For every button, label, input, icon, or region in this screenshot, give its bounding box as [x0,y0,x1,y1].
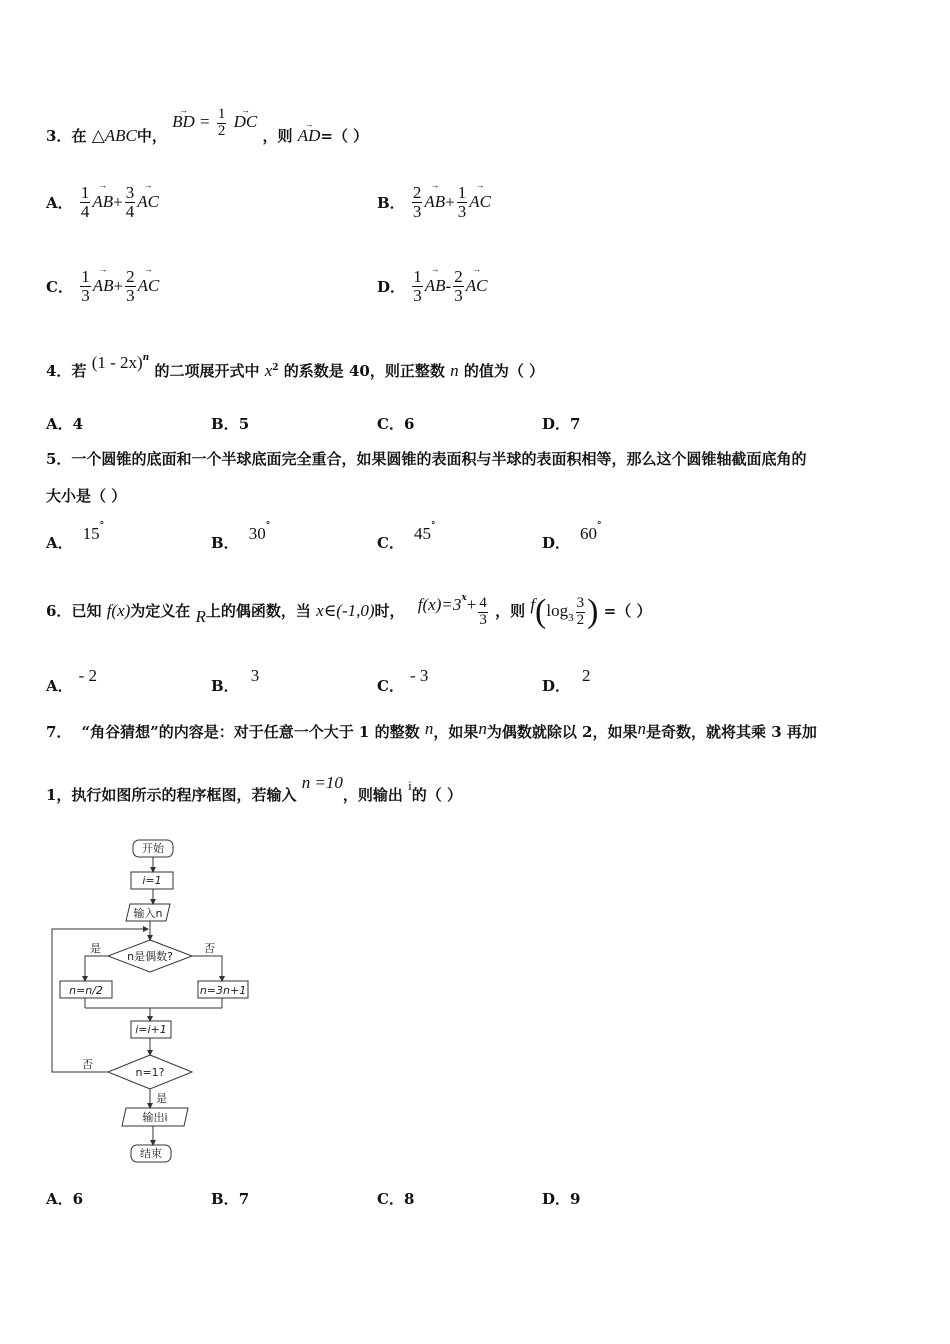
q6-formula: f(x)=3 [417,595,462,614]
q5-option-b[interactable]: B． 30° [211,521,271,552]
question-5-line-2: 大小是（ ） [46,487,127,505]
q5-option-d[interactable]: D． 60° [542,521,602,552]
flowchart-no-label: 否 [204,942,215,955]
flowchart-even-label: n=n/2 [69,984,103,997]
flowchart-end-label: 结束 [140,1147,162,1160]
flowchart-cond2-label: n=1? [135,1066,165,1079]
question-6: 6．已知 f(x)为定义在 R上的偶函数，当 x∈(-1,0)时， $f(x)=3^x+$ $\frac{4}{3}$ ，则 $f(\log_3$ $\frac{3}{2}$ ) =（ ） [46,593,652,630]
program-flowchart [40,832,260,1170]
q6-condition: x∈(-1,0) [316,601,375,620]
q3-option-c[interactable]: C． $\frac{1}{3}$ → AB+ $\frac{2}{3}$ → AC [46,268,159,305]
q7-option-b[interactable]: B．7 [211,1190,250,1208]
q3-option-a[interactable]: A． $\frac{1}{4}$ → AB+ $\frac{3}{4}$ → AC [46,184,159,221]
q3-option-d[interactable]: D． $\frac{1}{3}$ → AB- $\frac{2}{3}$ → AC [377,268,487,305]
q3-half: $\frac{1}{2}$ [217,105,226,139]
q7-input-value: n =10 [301,773,343,792]
q3-vector-dc: → DC [234,100,258,144]
q7-option-a[interactable]: A．6 [46,1190,84,1208]
question-4: 4．若 (1 - 2x)$^n$ 的二项展开式中 $x^2$ 的系数是 40，则正整数 n 的值为（ ） [46,353,545,380]
q5-option-a[interactable]: A． 15° [46,521,105,552]
question-7-line-1: 7． “角谷猜想”的内容是：对于任意一个大于 1 的整数 n，如果n为偶数就除以 2，如果n是奇数，就将其乘 3 再加 [46,719,817,741]
q6-option-b[interactable]: B．3 [211,666,260,695]
flowchart-yes2-label: 是 [156,1092,167,1105]
q3-option-b[interactable]: B． $\frac{2}{3}$ → AB+ $\frac{1}{3}$ → AC [377,184,491,221]
q7-option-d[interactable]: D．9 [542,1190,581,1208]
flowchart-cond1-label: n是偶数? [127,950,173,963]
q6-option-d[interactable]: D．2 [542,666,591,695]
flowchart-no2-label: 否 [82,1058,93,1071]
flowchart-inc-label: i=i+1 [135,1023,167,1036]
q6-fx: f(x) [106,601,131,620]
question-3: 3．在 △ABC中， → BD = $\frac{1}{2}$ → DC ，则 → AD=（ ） [46,114,368,158]
flowchart-yes-label: 是 [90,942,101,955]
flowchart-odd-label: n=3n+1 [199,984,247,997]
question-5-line-1: 5．一个圆锥的底面和一个半球底面完全重合，如果圆锥的表面积与半球的表面积相等，那么这个圆锥轴截面底角的 [46,450,807,468]
q3-number: 3． [46,127,72,145]
q4-option-d[interactable]: D．7 [542,415,581,433]
question-7-line-2: 1，执行如图所示的程序框图，若输入 n =10，则输出 i的（ ） [46,773,463,804]
q4-option-c[interactable]: C．6 [377,415,415,433]
q4-expression: (1 - 2x) [91,353,143,372]
flowchart-start-label: 开始 [142,842,164,855]
q5-option-c[interactable]: C． 45° [377,521,436,552]
q3-triangle: △ABC [91,126,137,145]
q7-option-c[interactable]: C．8 [377,1190,415,1208]
q3-vector-ad: → AD [298,114,321,158]
flowchart-output-label: 输出i [142,1111,168,1124]
q4-option-b[interactable]: B．5 [211,415,250,433]
flowchart-init-label: i=1 [142,874,162,887]
q4-option-a[interactable]: A．4 [46,415,84,433]
q3-vector-bd: → BD [172,100,195,144]
q6-option-c[interactable]: C．- 3 [377,666,429,695]
flowchart-input-label: 输入n [133,907,163,920]
q6-option-a[interactable]: A．- 2 [46,666,98,695]
